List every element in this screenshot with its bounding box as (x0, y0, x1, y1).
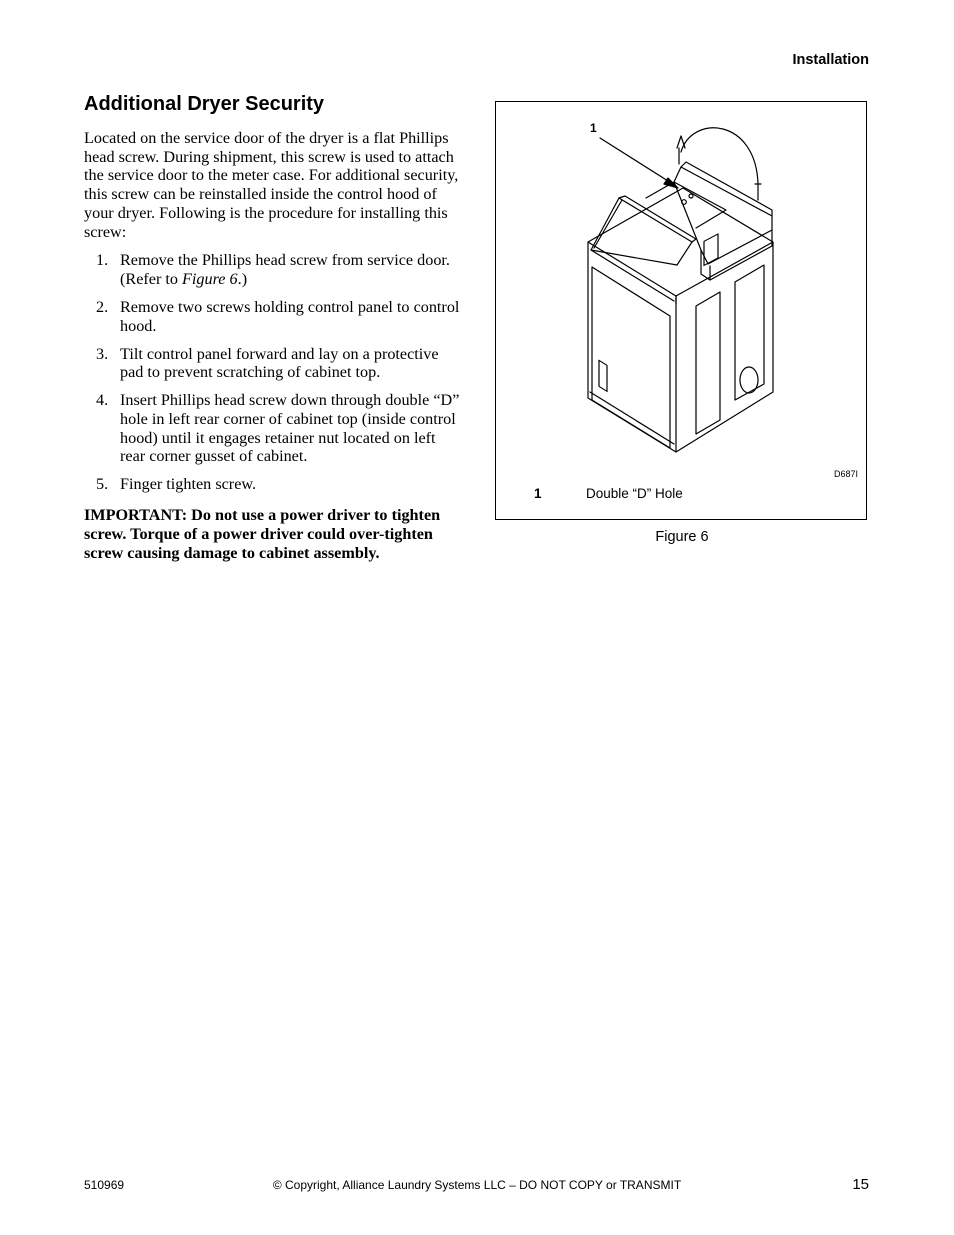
figure-box (495, 101, 867, 520)
step-text-end: .) (237, 269, 248, 288)
page-number: 15 (852, 1176, 869, 1193)
step-text: Remove two screws holding control panel to control hood. (120, 297, 460, 335)
step-text: Tilt control panel forward and lay on a protective pad to prevent scratching of cabinet top. (120, 344, 439, 382)
step-item (84, 345, 462, 382)
important-notice: IMPORTANT: Do not use a power driver to tighten screw. Torque of a power driver could over-tighten screw causing damage to cabinet assembly. (84, 506, 441, 562)
step-item (84, 475, 462, 494)
side-panel-right (735, 265, 764, 400)
callout-number: 1 (590, 121, 597, 135)
screw (755, 184, 761, 200)
step-number: 4. (96, 391, 109, 410)
intro-paragraph: Located on the service door of the dryer is a flat Phillips head screw. During shipment, this screw is used to attach the service door to the meter case. For additional security, this screw can be reinstalled inside the control hood of your dryer. Following is the procedure for installing this screw: (84, 129, 459, 241)
callout-leader (600, 138, 676, 186)
body-column (84, 129, 462, 572)
service-door (592, 267, 670, 448)
cabinet-side-face (676, 242, 773, 452)
step-number: 3. (96, 344, 109, 363)
step-item (84, 251, 462, 288)
page-heading: Additional Dryer Security (84, 93, 325, 115)
doc-number: 510969 (84, 1178, 125, 1192)
step-number: 5. (96, 475, 109, 494)
step-text: Finger tighten screw. (120, 475, 257, 494)
section-label: Installation (792, 52, 869, 68)
dryer-illustration (496, 102, 868, 521)
step-item (84, 298, 462, 335)
legend-number: 1 (534, 486, 542, 501)
legend-text: Double “D” Hole (586, 486, 683, 501)
cabinet-top (588, 188, 773, 242)
procedure-steps (84, 251, 462, 494)
vent-outline (740, 367, 758, 393)
step-text: Remove the Phillips head screw from service door. (Refer to (120, 251, 450, 288)
drawing-id: D687I (833, 469, 858, 479)
door-handle (599, 360, 607, 391)
step-number: 2. (96, 297, 109, 316)
cabinet-front-face (588, 242, 676, 452)
move-arrow (681, 128, 758, 184)
step-text: Insert Phillips head screw down through double “D” hole in left rear corner of cabinet top (inside control hood) until it engages retainer nut located on left rear corner gusset of cabinet. (120, 391, 460, 466)
figure-caption: Figure 6 (655, 529, 709, 545)
step-item (84, 391, 462, 466)
step-number: 1. (96, 251, 109, 270)
figure-reference: Figure 6 (182, 269, 238, 288)
copyright-notice: © Copyright, Alliance Laundry Systems LLC – DO NOT COPY or TRANSMIT (272, 1178, 682, 1192)
side-panel-left (696, 292, 720, 434)
